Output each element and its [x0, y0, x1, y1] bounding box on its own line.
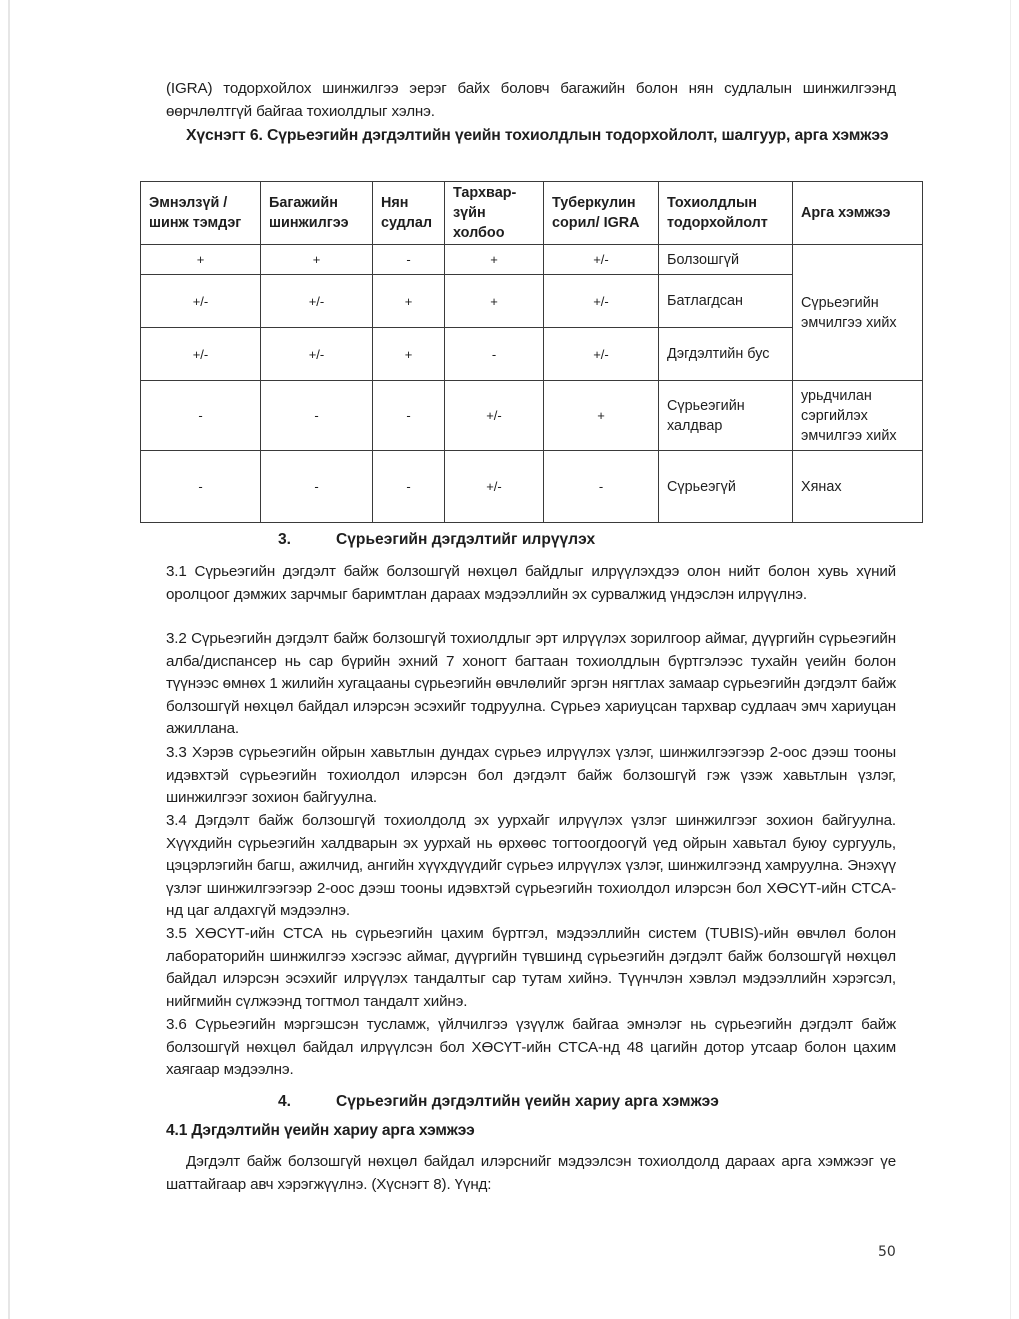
scan-edge-right	[1010, 0, 1011, 1319]
col-header-clinical: Эмнэлзүй /шинж тэмдэг	[141, 182, 261, 245]
paragraph-4-1: Дэгдэлт байж болзошгүй нөхцөл байдал илэрснийг мэдээлсэн тохиолдолд дараах арга хэмжээг үе шаттайгаар авч хэрэгжүүлнэ. (Хүснэгт 8). Үүнд:	[166, 1153, 896, 1193]
paragraph-3-5: 3.5 ХӨСҮТ-ийн СТСА нь сүрьеэгийн цахим бүртгэл, мэдээллийн систем (TUBIS)-ийн өвчлөл болон лабораторийн шинжилгээ хэсгээс аймаг, дүүргийн түвшинд сүрьеэгийн дэгдэлт байж болзошгүй нөхцөл байдал илэрсэн эсэхийг илрүүлэх тандалтыг сар тутам хийнэ. Түүнчлэн хэвлэл мэдээллийн хэрэгсэл, нийгмийн сүлжээнд тогтмол тандалт хийнэ.	[166, 925, 896, 1010]
cell-action-monitor: Хянах	[793, 451, 923, 523]
cell-instrumental: +/-	[261, 275, 373, 328]
col-header-bacteriology: Нян судлал	[373, 182, 445, 245]
cell-bacteriology: -	[373, 245, 445, 275]
section-3-number: 3.	[278, 531, 292, 548]
col-header-definition: Тохиолдлын тодорхойлолт	[659, 182, 793, 245]
cell-bacteriology: +	[373, 328, 445, 381]
cell-clinical: -	[141, 451, 261, 523]
cell-clinical: -	[141, 381, 261, 451]
cell-clinical: +/-	[141, 328, 261, 381]
paragraph-3-4: 3.4 Дэгдэлт байж болзошгүй тохиолдолд эх уурхайг илрүүлэх үзлэг шинжилгээг зохион байгуулна. Хүүхдийн сүрьеэгийн халдварын эх уурхай нь өрхөөс тогтоогдоогүй үед ойрын хавьтал буюу сургууль, цэцэрлэгийн багш, ажилчид, ангийн хүүхдүүдийг сүрьеэ илрүүлэх үзлэг, шинжилгээнд хамруулна. Энэхүү үзлэг шинжилгээгээр 2-оос дээш тооны идэвхтэй сүрьеэгийн тохиолдол илэрсэн бол ХӨСҮТ-ийн СТСА-нд цаг алдахгүй мэдээлнэ.	[166, 812, 896, 920]
cell-clinical: +	[141, 245, 261, 275]
paragraph-3-3: 3.3 Хэрэв сүрьеэгийн ойрын хавьтлын дундах сүрьеэ илрүүлэх үзлэг, шинжилгээгээр 2-оос дээш тооны идэвхтэй сүрьеэгийн тохиолдол илэрсэн бол дэгдэлт байж болзошгүй гэж үзэж хавьтлын үзлэг, шинжилгээг зохион байгуулна.	[166, 744, 896, 807]
cell-epi-link: +	[445, 275, 544, 328]
cell-definition: Болзошгүй	[659, 245, 793, 275]
page-number: 50	[878, 1244, 896, 1260]
cell-definition: Сүрьеэгүй	[659, 451, 793, 523]
cell-instrumental: +	[261, 245, 373, 275]
paragraph-3-1: 3.1 Сүрьеэгийн дэгдэлт байж болзошгүй нөхцөл байдлыг илрүүлэхдээ олон нийт болон хувь хүний оролцоог дэмжих зарчмыг баримтлан дараах мэдээллийн эх сурвалжид үндэслэн илрүүлнэ.	[166, 563, 896, 603]
cell-bacteriology: +	[373, 275, 445, 328]
table-header-row	[141, 182, 923, 245]
table-caption: Хүснэгт 6. Сүрьеэгийн дэгдэлтийн үеийн тохиолдлын тодорхойлолт, шалгуур, арга хэмжээ	[186, 127, 889, 144]
scan-edge-left	[8, 0, 10, 1319]
cell-tst-igra: +/-	[544, 275, 659, 328]
col-header-instrumental: Багажийн шинжилгээ	[261, 182, 373, 245]
table-row	[141, 381, 923, 451]
col-header-action: Арга хэмжээ	[793, 182, 923, 245]
cell-tst-igra: +/-	[544, 328, 659, 381]
cell-instrumental: +/-	[261, 328, 373, 381]
case-definition-table	[140, 181, 923, 523]
cell-epi-link: +/-	[445, 451, 544, 523]
cell-tst-igra: +	[544, 381, 659, 451]
intro-paragraph: (IGRA) тодорхойлох шинжилгээ эерэг байх боловч багажийн болон нян судлалын шинжилгээнд өөрчлөлтгүй байгаа тохиолдлыг хэлнэ.	[166, 80, 896, 120]
cell-bacteriology: -	[373, 381, 445, 451]
cell-action-preventive: урьдчилан сэргийлэх эмчилгээ хийх	[793, 381, 923, 451]
col-header-epi-link: Тархвар-зүйн холбоо	[445, 182, 544, 245]
cell-instrumental: -	[261, 451, 373, 523]
cell-definition: Дэгдэлтийн бус	[659, 328, 793, 381]
section-4-1-subheading: 4.1 Дэгдэлтийн үеийн хариу арга хэмжээ	[166, 1122, 475, 1139]
cell-epi-link: +/-	[445, 381, 544, 451]
cell-bacteriology: -	[373, 451, 445, 523]
cell-definition: Батлагдсан	[659, 275, 793, 328]
cell-epi-link: -	[445, 328, 544, 381]
cell-clinical: +/-	[141, 275, 261, 328]
col-header-tst-igra: Туберкулин сорил/ IGRA	[544, 182, 659, 245]
table-row	[141, 451, 923, 523]
section-4-title: Сүрьеэгийн дэгдэлтийн үеийн хариу арга хэмжээ	[336, 1093, 719, 1110]
paragraph-3-2: 3.2 Сүрьеэгийн дэгдэлт байж болзошгүй тохиолдлыг эрт илрүүлэх зорилгоор аймаг, дүүргийн сүрьеэгийн алба/диспансер нь сар бүрийн эхний 7 хоногт багтаан тохиолдлын бүртгэлээс тухайн үеийн болон түүнээс өмнөх 1 жилийн хугацааны сүрьеэгийн өвчлөлийг эргэн нягтлах замаар сүрьеэгийн дэгдэлт байж болзошгүй нөхцөл байдал илэрсэн эсэхийг тодруулна. Сүрьеэ хариуцсан тархвар судлаач эмч хариуцан ажиллана.	[166, 630, 896, 738]
cell-tst-igra: -	[544, 451, 659, 523]
paragraph-3-6: 3.6 Сүрьеэгийн мэргэшсэн тусламж, үйлчилгээ үзүүлж байгаа эмнэлэг нь сүрьеэгийн дэгдэлт байж болзошгүй нөхцөл байдал илрүүлсэн бол ХӨСҮТ-ийн СТСА-нд 48 цагийн дотор утсаар болон цахим хаягаар мэдээлнэ.	[166, 1016, 896, 1079]
cell-epi-link: +	[445, 245, 544, 275]
cell-action-treat: Сүрьеэгийн эмчилгээ хийх	[793, 245, 923, 381]
section-4-number: 4.	[278, 1093, 292, 1110]
table-row	[141, 245, 923, 275]
cell-definition: Сүрьеэгийн халдвар	[659, 381, 793, 451]
section-3-title: Сүрьеэгийн дэгдэлтийг илрүүлэх	[336, 531, 596, 548]
cell-tst-igra: +/-	[544, 245, 659, 275]
cell-instrumental: -	[261, 381, 373, 451]
